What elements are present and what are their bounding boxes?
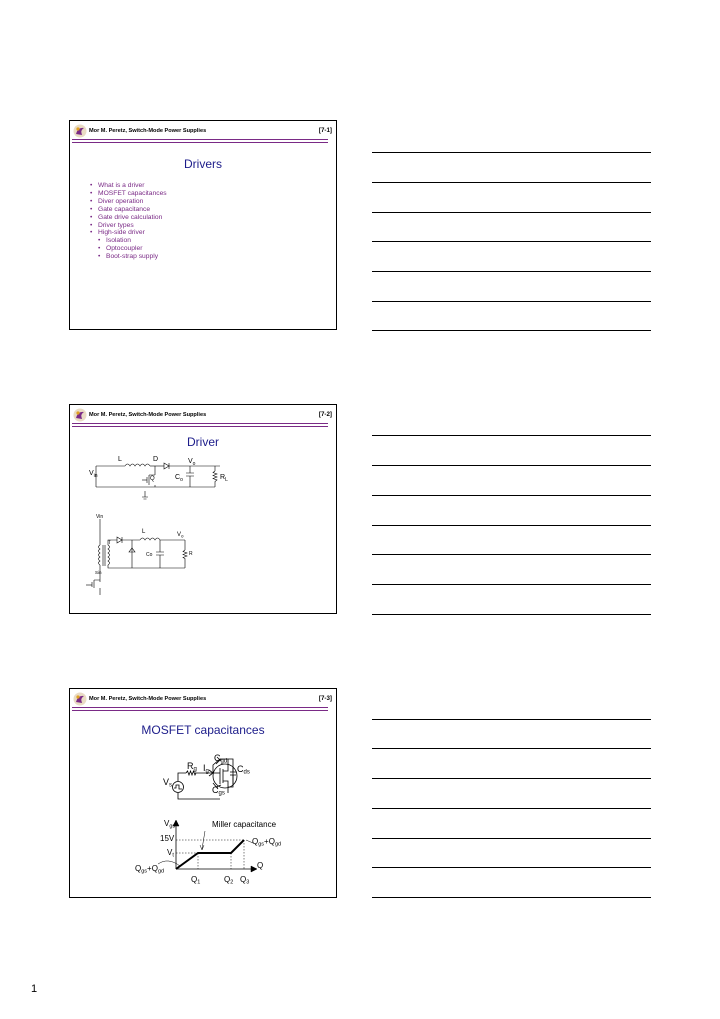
label-co: $C_o$ <box>175 474 183 483</box>
note-line <box>372 212 651 213</box>
label-vs: Vs <box>163 777 173 789</box>
slide-2 <box>69 404 337 614</box>
note-line <box>372 584 651 585</box>
bullet-item: • Driver types <box>90 222 167 230</box>
slide-title: MOSFET capacitances <box>141 723 265 737</box>
note-line <box>372 241 651 242</box>
note-line <box>372 748 651 749</box>
note-line <box>372 897 651 898</box>
label-vo: $V_o$ <box>188 458 196 467</box>
note-line <box>372 182 651 183</box>
note-line <box>372 271 651 272</box>
slide-author: Mor M. Peretz, Switch-Mode Power Supplies <box>89 128 207 134</box>
note-line <box>372 301 651 302</box>
label-co: Co <box>146 552 153 558</box>
bullet-item: • MOSFET capacitances <box>90 190 167 198</box>
slide-title: Drivers <box>184 157 222 171</box>
label-r: R <box>189 551 193 557</box>
label-qgs-qgd-left: Qgs+Qgd <box>135 864 165 875</box>
label-q1: Q1 <box>191 875 201 886</box>
bullet-item: • Gate drive calculation <box>90 214 167 222</box>
bullet-item: • What is a driver <box>90 182 167 190</box>
label-vt: Vt <box>167 848 174 859</box>
label-sin: Sin <box>95 570 102 575</box>
note-line <box>372 330 651 331</box>
label-inductor-l: L <box>142 529 146 535</box>
label-q2: Q2 <box>224 875 234 886</box>
slide-number: [7-2] <box>318 411 332 418</box>
slide-number: [7-3] <box>318 695 332 702</box>
bullet-list <box>90 182 167 261</box>
slide-header <box>70 121 336 145</box>
note-line <box>372 495 651 496</box>
label-rg: Rg <box>187 761 197 773</box>
note-line <box>372 808 651 809</box>
bullet-item: • Gate capacitance <box>90 206 167 214</box>
slide-1 <box>69 120 337 330</box>
note-line <box>372 838 651 839</box>
label-cds: Cds <box>237 764 250 776</box>
label-inductor-l: L <box>118 456 122 463</box>
header-rule <box>72 139 328 140</box>
slide-title: Driver <box>187 435 219 449</box>
label-qgs-qgd-right: Qgs+Qgd <box>252 837 282 848</box>
label-transformer-t: T <box>108 540 112 546</box>
sub-bullet-item: • Isolation <box>98 237 167 245</box>
slide-number: [7-1] <box>318 127 332 134</box>
label-ig: Ig <box>203 763 209 775</box>
gate-charge-graph <box>70 689 336 897</box>
note-line <box>372 554 651 555</box>
label-vin: $V_{in}$ <box>89 470 98 479</box>
forward-converter-schematic <box>70 405 336 613</box>
page-number: 1 <box>31 983 38 995</box>
label-vin: Vin <box>96 514 104 520</box>
header-rule <box>72 142 328 143</box>
label-vo: $V_o$ <box>177 532 184 539</box>
sub-bullet-item: • Optocoupler <box>98 245 167 253</box>
slide-author: Mor M. Peretz, Switch-Mode Power Supplies <box>89 696 207 702</box>
note-line <box>372 435 651 436</box>
label-cgd: Cgd <box>214 753 228 765</box>
label-rl: $R_L$ <box>220 474 228 483</box>
note-line <box>372 465 651 466</box>
label-diode-d: D <box>153 456 159 463</box>
note-line <box>372 614 651 615</box>
note-line <box>372 719 651 720</box>
label-vgs-axis: Vgs <box>164 819 176 830</box>
label-15v: 15V <box>160 834 175 843</box>
note-line <box>372 778 651 779</box>
bullet-item: • Diver operation <box>90 198 167 206</box>
slide-3 <box>69 688 337 898</box>
note-line <box>372 867 651 868</box>
bullet-item: • High-side driver <box>90 229 167 237</box>
label-switch-q: Q <box>150 476 155 482</box>
university-logo-icon <box>73 124 87 138</box>
label-q3: Q3 <box>240 875 250 886</box>
slide-author: Mor M. Peretz, Switch-Mode Power Supplies <box>89 412 207 418</box>
sub-bullet-item: • Boot-strap supply <box>98 253 167 261</box>
label-miller-capacitance: Miller capacitance <box>212 820 277 829</box>
label-cgs: Cgs <box>212 785 225 797</box>
note-line <box>372 525 651 526</box>
label-q-axis: Q <box>257 861 264 870</box>
note-line <box>372 152 651 153</box>
